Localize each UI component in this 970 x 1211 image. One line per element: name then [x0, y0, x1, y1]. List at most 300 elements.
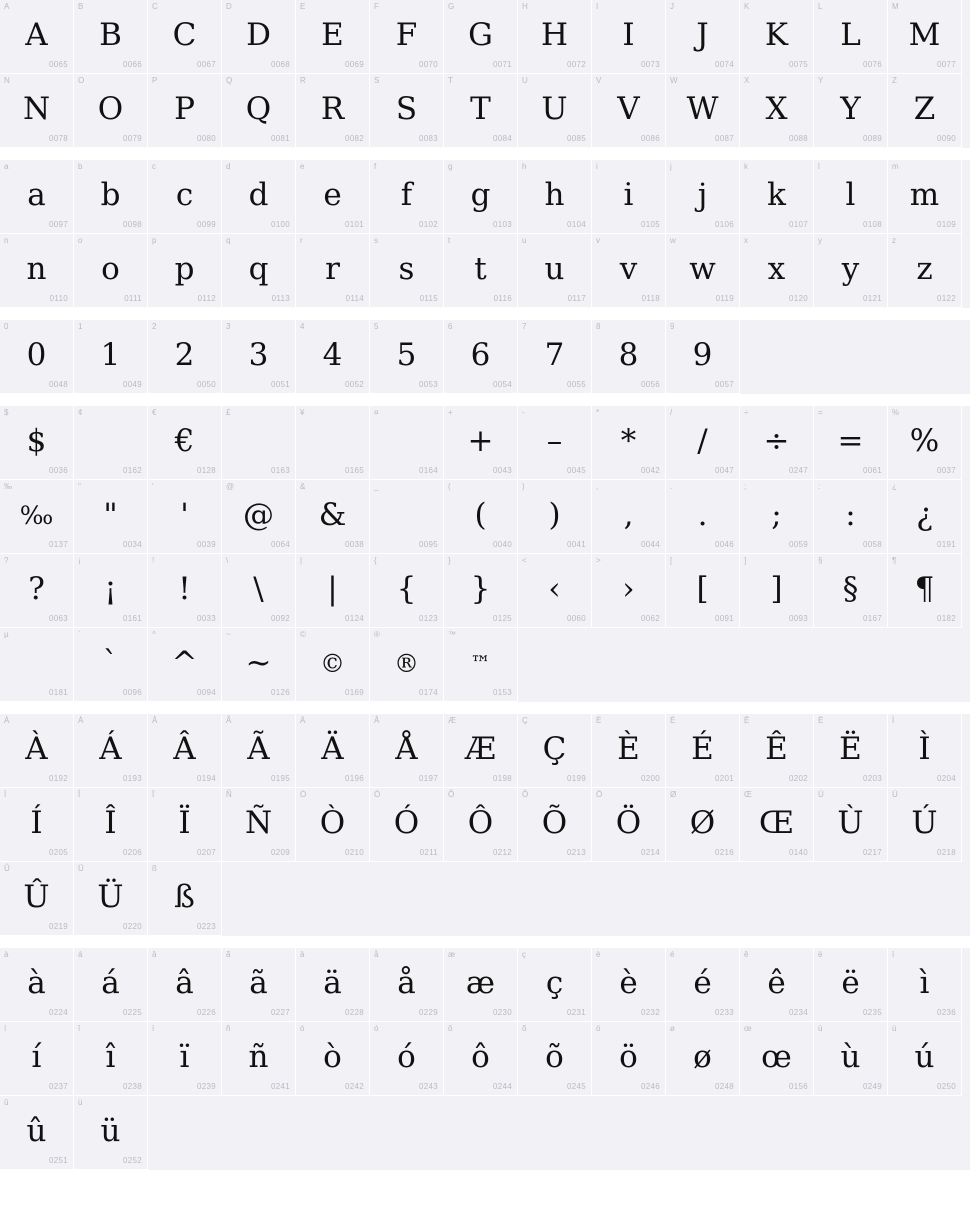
glyph-preview: d [248, 176, 269, 213]
glyph-char-label: z [892, 236, 897, 245]
glyph-cell[interactable] [444, 160, 518, 234]
glyph-preview: œ [761, 1038, 792, 1075]
glyph-char-label: g [448, 162, 453, 171]
glyph-cell[interactable] [222, 554, 296, 628]
glyph-cell[interactable] [518, 320, 592, 394]
glyph-cell[interactable] [740, 160, 814, 234]
glyph-code-label: 0165 [345, 466, 364, 475]
glyph-char-label: æ [448, 950, 456, 959]
glyph-char-label: W [670, 76, 678, 85]
glyph-preview: ä [323, 964, 342, 1001]
glyph-char-label: ô [448, 1024, 453, 1033]
glyph-preview: õ [545, 1038, 564, 1075]
glyph-cell[interactable] [370, 320, 444, 394]
glyph-char-label: Ø [670, 790, 677, 799]
glyph-char-label: v [596, 236, 601, 245]
glyph-code-label: 0195 [271, 774, 290, 783]
glyph-cell[interactable] [814, 948, 888, 1022]
glyph-char-label: Ô [448, 790, 455, 799]
glyph-code-label: 0052 [345, 380, 364, 389]
glyph-cell[interactable] [740, 480, 814, 554]
glyph-cell[interactable] [222, 948, 296, 1022]
glyph-cell[interactable] [0, 1022, 74, 1096]
glyph-cell[interactable] [518, 0, 592, 74]
glyph-code-label: 0249 [863, 1082, 882, 1091]
glyph-cell[interactable] [814, 554, 888, 628]
glyph-char-label: { [374, 556, 377, 565]
glyph-preview: ) [548, 496, 561, 533]
glyph-code-label: 0233 [715, 1008, 734, 1017]
glyph-char-label: É [670, 716, 676, 725]
glyph-preview: H [540, 16, 569, 53]
glyph-preview: È [617, 730, 640, 767]
glyph-cell-empty [444, 862, 518, 936]
glyph-code-label: 0076 [863, 60, 882, 69]
glyph-char-label: Û [4, 864, 10, 873]
glyph-cell[interactable] [296, 714, 370, 788]
glyph-cell[interactable] [740, 714, 814, 788]
glyph-cell[interactable] [0, 628, 74, 702]
glyph-code-label: 0231 [567, 1008, 586, 1017]
glyph-cell[interactable] [0, 0, 74, 74]
glyph-cell[interactable] [666, 480, 740, 554]
glyph-preview: / [697, 422, 708, 459]
glyph-cell[interactable] [74, 234, 148, 308]
glyph-code-label: 0087 [715, 134, 734, 143]
glyph-preview: N [22, 90, 51, 127]
glyph-preview: ¶ [914, 570, 935, 607]
glyph-cell[interactable] [740, 554, 814, 628]
glyph-preview: [ [696, 570, 709, 607]
glyph-char-label: H [522, 2, 528, 11]
glyph-cell[interactable] [666, 1022, 740, 1096]
glyph-cell[interactable] [888, 406, 962, 480]
glyph-cell[interactable] [74, 862, 148, 936]
glyph-cell[interactable] [370, 0, 444, 74]
glyph-char-label: B [78, 2, 84, 11]
glyph-cell[interactable] [222, 714, 296, 788]
glyph-char-label: " [78, 482, 82, 491]
glyph-char-label: 1 [78, 322, 83, 331]
glyph-char-label: u [522, 236, 527, 245]
glyph-preview: É [691, 730, 714, 767]
glyph-code-label: 0090 [937, 134, 956, 143]
glyph-cell[interactable] [0, 160, 74, 234]
glyph-char-label: 8 [596, 322, 601, 331]
glyph-cell[interactable] [518, 948, 592, 1022]
glyph-cell[interactable] [296, 788, 370, 862]
glyph-cell[interactable] [148, 788, 222, 862]
glyph-cell[interactable] [444, 628, 518, 702]
glyph-char-label: ; [744, 482, 747, 491]
glyph-code-label: 0251 [49, 1156, 68, 1165]
glyph-cell[interactable] [148, 862, 222, 936]
glyph-cell[interactable] [740, 788, 814, 862]
glyph-cell[interactable] [888, 788, 962, 862]
glyph-code-label: 0220 [123, 922, 142, 931]
glyph-cell[interactable] [296, 480, 370, 554]
glyph-cell[interactable] [0, 948, 74, 1022]
glyph-code-label: 0105 [641, 220, 660, 229]
glyph-cell[interactable] [370, 74, 444, 148]
glyph-cell[interactable] [444, 480, 518, 554]
glyph-code-label: 0061 [863, 466, 882, 475]
glyph-cell[interactable] [444, 554, 518, 628]
glyph-char-label: 2 [152, 322, 157, 331]
glyph-cell[interactable] [888, 714, 962, 788]
glyph-cell[interactable] [222, 320, 296, 394]
glyph-cell[interactable] [148, 554, 222, 628]
glyph-cell[interactable] [592, 948, 666, 1022]
glyph-cell[interactable] [518, 554, 592, 628]
glyph-cell[interactable] [592, 1022, 666, 1096]
glyph-block-accented-lowercase [0, 948, 970, 1170]
glyph-char-label: i [596, 162, 598, 171]
glyph-char-label: % [892, 408, 900, 417]
glyph-char-label: P [152, 76, 158, 85]
glyph-cell[interactable] [592, 0, 666, 74]
glyph-cell[interactable] [888, 1022, 962, 1096]
glyph-cell[interactable] [370, 628, 444, 702]
glyph-cell[interactable] [444, 1022, 518, 1096]
glyph-cell[interactable] [740, 948, 814, 1022]
glyph-code-label: 0058 [863, 540, 882, 549]
glyph-cell[interactable] [148, 320, 222, 394]
glyph-cell[interactable] [888, 74, 962, 148]
glyph-cell[interactable] [592, 74, 666, 148]
glyph-cell[interactable] [592, 714, 666, 788]
glyph-cell[interactable] [148, 1022, 222, 1096]
glyph-char-label: } [448, 556, 451, 565]
glyph-cell[interactable] [148, 406, 222, 480]
glyph-preview: ó [397, 1038, 416, 1075]
glyph-preview: ñ [248, 1038, 269, 1075]
glyph-cell[interactable] [222, 628, 296, 702]
glyph-code-label: 0063 [49, 614, 68, 623]
glyph-preview: q [248, 250, 269, 287]
glyph-cell[interactable] [666, 554, 740, 628]
glyph-preview: Ç [542, 730, 567, 767]
glyph-char-label: X [744, 76, 750, 85]
glyph-cell[interactable] [296, 74, 370, 148]
glyph-cell[interactable] [222, 1022, 296, 1096]
glyph-cell[interactable] [148, 0, 222, 74]
glyph-cell[interactable] [888, 0, 962, 74]
glyph-code-label: 0077 [937, 60, 956, 69]
glyph-char-label: A [4, 2, 10, 11]
glyph-cell[interactable] [740, 0, 814, 74]
glyph-cell[interactable] [666, 714, 740, 788]
glyph-code-label: 0140 [789, 848, 808, 857]
glyph-char-label: Å [374, 716, 380, 725]
glyph-preview: Y [840, 90, 861, 127]
glyph-cell-empty [888, 1096, 962, 1170]
glyph-cell[interactable] [296, 628, 370, 702]
glyph-char-label: œ [744, 1024, 752, 1033]
glyph-preview: p [174, 250, 195, 287]
glyph-cell[interactable] [296, 406, 370, 480]
glyph-char-label: â [152, 950, 157, 959]
glyph-cell[interactable] [0, 862, 74, 936]
glyph-char-label: t [448, 236, 451, 245]
glyph-cell[interactable] [74, 714, 148, 788]
glyph-code-label: 0057 [715, 380, 734, 389]
glyph-cell[interactable] [592, 406, 666, 480]
glyph-cell[interactable] [74, 320, 148, 394]
glyph-cell[interactable] [814, 788, 888, 862]
glyph-cell[interactable] [370, 480, 444, 554]
glyph-cell[interactable] [518, 714, 592, 788]
glyph-cell[interactable] [444, 234, 518, 308]
glyph-char-label: ¶ [892, 556, 897, 565]
glyph-cell[interactable] [814, 234, 888, 308]
glyph-char-label: Y [818, 76, 824, 85]
glyph-cell[interactable] [370, 788, 444, 862]
glyph-preview: Ü [97, 878, 124, 915]
glyph-cell[interactable] [814, 714, 888, 788]
glyph-cell[interactable] [370, 406, 444, 480]
glyph-char-label: ç [522, 950, 527, 959]
glyph-preview: 4 [322, 336, 343, 373]
glyph-cell[interactable] [666, 74, 740, 148]
glyph-char-label: ê [744, 950, 749, 959]
glyph-preview: ø [693, 1038, 712, 1075]
glyph-cell[interactable] [814, 74, 888, 148]
glyph-code-label: 0096 [123, 688, 142, 697]
glyph-cell[interactable] [592, 320, 666, 394]
glyph-char-label: Ç [522, 716, 528, 725]
glyph-code-label: 0089 [863, 134, 882, 143]
glyph-char-label: ì [892, 950, 895, 959]
glyph-code-label: 0079 [123, 134, 142, 143]
glyph-cell[interactable] [888, 160, 962, 234]
glyph-cell[interactable] [444, 788, 518, 862]
glyph-cell[interactable] [0, 320, 74, 394]
glyph-code-label: 0093 [789, 614, 808, 623]
glyph-char-label: ö [596, 1024, 601, 1033]
glyph-cell[interactable] [74, 480, 148, 554]
glyph-cell[interactable] [370, 554, 444, 628]
glyph-cell[interactable] [740, 74, 814, 148]
glyph-code-label: 0048 [49, 380, 68, 389]
glyph-cell[interactable] [74, 1096, 148, 1170]
glyph-preview: m [909, 176, 940, 213]
glyph-preview: Ê [765, 730, 788, 767]
glyph-cell[interactable] [666, 788, 740, 862]
glyph-preview: j [697, 176, 708, 213]
glyph-cell[interactable] [148, 234, 222, 308]
glyph-cell-empty [888, 320, 962, 394]
glyph-cell[interactable] [518, 160, 592, 234]
glyph-cell[interactable] [592, 554, 666, 628]
glyph-cell[interactable] [740, 1022, 814, 1096]
glyph-cell[interactable] [444, 320, 518, 394]
glyph-cell[interactable] [296, 1022, 370, 1096]
glyph-cell[interactable] [0, 234, 74, 308]
glyph-cell[interactable] [222, 480, 296, 554]
glyph-preview: Ó [393, 804, 420, 841]
glyph-cell[interactable] [518, 74, 592, 148]
glyph-cell[interactable] [518, 1022, 592, 1096]
glyph-cell[interactable] [222, 406, 296, 480]
glyph-cell[interactable] [518, 234, 592, 308]
glyph-char-label: [ [670, 556, 673, 565]
glyph-cell[interactable] [666, 160, 740, 234]
glyph-cell[interactable] [814, 406, 888, 480]
glyph-char-label: F [374, 2, 380, 11]
glyph-code-label: 0118 [641, 294, 660, 303]
glyph-cell[interactable] [370, 714, 444, 788]
glyph-code-label: 0161 [123, 614, 142, 623]
glyph-char-label: î [78, 1024, 81, 1033]
glyph-cell[interactable] [518, 480, 592, 554]
glyph-cell[interactable] [592, 160, 666, 234]
glyph-code-label: 0066 [123, 60, 142, 69]
glyph-cell[interactable] [74, 628, 148, 702]
glyph-preview: V [617, 90, 640, 127]
glyph-cell[interactable] [222, 788, 296, 862]
glyph-char-label: ? [4, 556, 9, 565]
glyph-cell[interactable] [222, 160, 296, 234]
glyph-code-label: 0114 [345, 294, 364, 303]
glyph-cell[interactable] [592, 234, 666, 308]
glyph-cell[interactable] [296, 160, 370, 234]
glyph-cell[interactable] [74, 554, 148, 628]
glyph-char-label: Ê [744, 716, 750, 725]
glyph-code-label: 0191 [937, 540, 956, 549]
glyph-cell[interactable] [74, 406, 148, 480]
glyph-cell[interactable] [518, 788, 592, 862]
glyph-cell[interactable] [592, 480, 666, 554]
glyph-preview: W [686, 90, 719, 127]
glyph-cell[interactable] [888, 234, 962, 308]
glyph-code-label: 0245 [567, 1082, 586, 1091]
glyph-char-label: ñ [226, 1024, 231, 1033]
glyph-char-label: Ò [300, 790, 307, 799]
glyph-cell[interactable] [148, 714, 222, 788]
glyph-cell[interactable] [0, 714, 74, 788]
glyph-cell[interactable] [444, 74, 518, 148]
glyph-cell[interactable] [296, 234, 370, 308]
glyph-cell[interactable] [148, 948, 222, 1022]
glyph-preview: ‰ [19, 500, 54, 530]
glyph-cell[interactable] [74, 160, 148, 234]
glyph-cell[interactable] [814, 1022, 888, 1096]
glyph-cell[interactable] [444, 0, 518, 74]
glyph-preview: ÷ [763, 422, 790, 459]
glyph-cell[interactable] [296, 554, 370, 628]
glyph-cell[interactable] [666, 0, 740, 74]
glyph-cell[interactable] [444, 406, 518, 480]
glyph-cell[interactable] [0, 74, 74, 148]
glyph-char-label: V [596, 76, 602, 85]
glyph-cell[interactable] [148, 160, 222, 234]
glyph-code-label: 0227 [271, 1008, 290, 1017]
glyph-char-label: < [522, 556, 527, 565]
glyph-preview: D [246, 16, 271, 53]
glyph-cell[interactable] [74, 74, 148, 148]
glyph-cell[interactable] [148, 480, 222, 554]
glyph-cell[interactable] [148, 74, 222, 148]
glyph-cell[interactable] [814, 480, 888, 554]
glyph-cell[interactable] [666, 406, 740, 480]
glyph-preview: 7 [544, 336, 565, 373]
glyph-cell[interactable] [0, 788, 74, 862]
glyph-code-label: 0153 [493, 688, 512, 697]
glyph-cell[interactable] [74, 788, 148, 862]
glyph-preview: ¿ [916, 496, 933, 533]
glyph-cell[interactable] [148, 628, 222, 702]
glyph-cell[interactable] [888, 554, 962, 628]
glyph-cell[interactable] [296, 0, 370, 74]
glyph-cell[interactable] [296, 320, 370, 394]
glyph-char-label: m [892, 162, 899, 171]
glyph-cell[interactable] [444, 948, 518, 1022]
glyph-preview: Ë [839, 730, 862, 767]
glyph-preview: Ò [319, 804, 346, 841]
glyph-cell[interactable] [370, 948, 444, 1022]
glyph-preview: w [689, 250, 716, 287]
glyph-char-label: ù [818, 1024, 823, 1033]
glyph-cell[interactable] [0, 480, 74, 554]
glyph-preview: â [175, 964, 194, 1001]
glyph-cell[interactable] [370, 1022, 444, 1096]
glyph-cell[interactable] [0, 1096, 74, 1170]
glyph-char-label: l [818, 162, 820, 171]
glyph-cell[interactable] [296, 948, 370, 1022]
glyph-cell[interactable] [0, 406, 74, 480]
glyph-cell[interactable] [814, 160, 888, 234]
glyph-cell[interactable] [888, 948, 962, 1022]
glyph-cell[interactable] [74, 0, 148, 74]
glyph-preview: | [327, 570, 338, 607]
glyph-cell[interactable] [666, 320, 740, 394]
glyph-cell[interactable] [740, 406, 814, 480]
glyph-code-label: 0113 [271, 294, 290, 303]
glyph-code-label: 0059 [789, 540, 808, 549]
glyph-char-label: K [744, 2, 750, 11]
glyph-cell[interactable] [814, 0, 888, 74]
glyph-code-label: 0101 [345, 220, 364, 229]
glyph-char-label: ¡ [78, 556, 81, 565]
glyph-char-label: ] [744, 556, 747, 565]
glyph-char-label: d [226, 162, 231, 171]
glyph-cell[interactable] [740, 234, 814, 308]
glyph-cell[interactable] [888, 480, 962, 554]
glyph-cell[interactable] [222, 0, 296, 74]
glyph-char-label: Ñ [226, 790, 232, 799]
glyph-cell[interactable] [370, 160, 444, 234]
glyph-code-label: 0167 [863, 614, 882, 623]
glyph-code-label: 0217 [863, 848, 882, 857]
glyph-cell[interactable] [666, 234, 740, 308]
glyph-cell[interactable] [370, 234, 444, 308]
glyph-char-label: I [596, 2, 599, 11]
glyph-cell[interactable] [518, 406, 592, 480]
glyph-preview: t [474, 250, 487, 287]
glyph-cell[interactable] [74, 1022, 148, 1096]
glyph-cell-empty [296, 1096, 370, 1170]
glyph-cell[interactable] [666, 948, 740, 1022]
glyph-cell[interactable] [444, 714, 518, 788]
glyph-cell[interactable] [0, 554, 74, 628]
glyph-preview: ! [178, 570, 191, 607]
glyph-cell[interactable] [222, 234, 296, 308]
glyph-cell[interactable] [222, 74, 296, 148]
glyph-preview: ? [28, 570, 45, 607]
glyph-cell[interactable] [74, 948, 148, 1022]
glyph-cell[interactable] [592, 788, 666, 862]
